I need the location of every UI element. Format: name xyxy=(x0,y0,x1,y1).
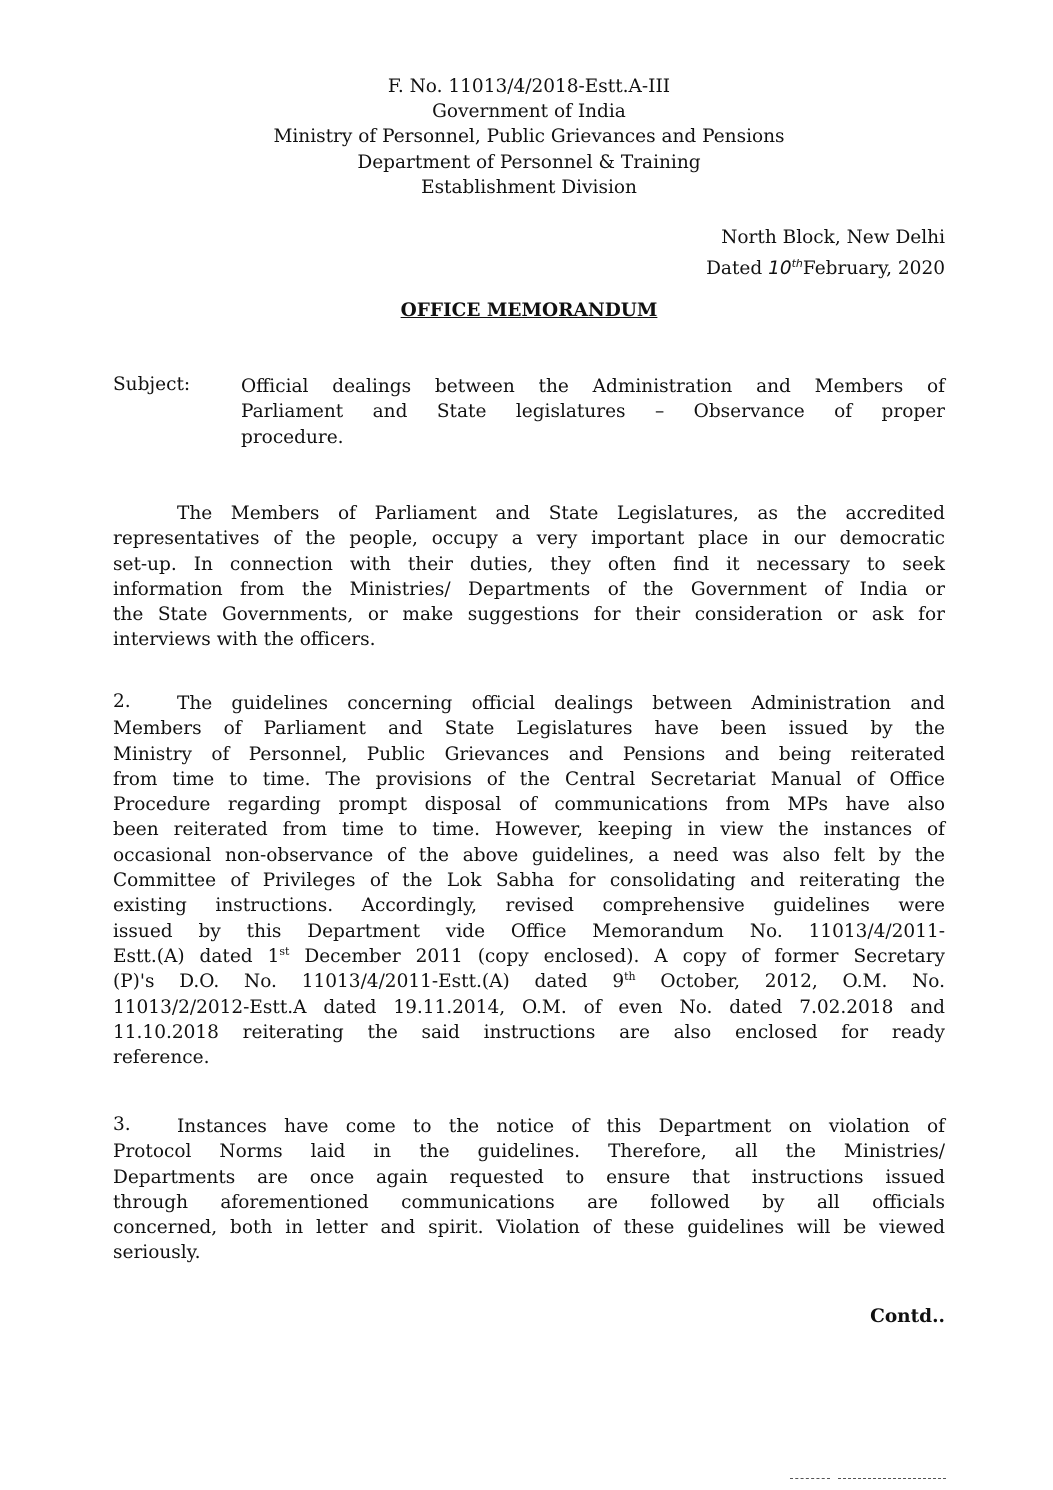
text-line xyxy=(113,995,945,1020)
superscript: st xyxy=(279,944,290,958)
text-line xyxy=(113,969,945,994)
document-header xyxy=(0,74,1053,200)
location: North Block, New Delhi xyxy=(721,227,945,248)
line-text: Procedure regarding prompt disposal of communications from MPs have also xyxy=(113,794,945,816)
text-line xyxy=(113,843,945,868)
date-suffix: th xyxy=(791,256,803,270)
text-line xyxy=(177,691,945,716)
paragraph-1 xyxy=(113,501,945,653)
memo-title: OFFICE MEMORANDUM xyxy=(400,300,658,321)
line-text: through aforementioned communications are followed by all officials xyxy=(113,1191,945,1213)
text-line xyxy=(113,919,945,944)
superscript: th xyxy=(624,970,636,984)
line-text: The guidelines concerning official dealings between Administration and xyxy=(177,693,945,714)
department-name: Department of Personnel & Training xyxy=(357,151,701,173)
text-line xyxy=(113,1139,945,1164)
text-line xyxy=(113,1190,945,1215)
text-line xyxy=(113,1020,945,1045)
division-name: Establishment Division xyxy=(421,176,637,198)
line-text: Protocol Norms laid in the guidelines. Therefore, all the Ministries/ xyxy=(113,1141,945,1163)
text-line xyxy=(241,425,945,450)
text-line xyxy=(177,1114,945,1139)
line-text: The Members of Parliament and State Legislatures, as the accredited xyxy=(177,503,945,524)
text-line xyxy=(113,552,945,577)
line-text: Ministry of Personnel, Public Grievances and Pensions and being reiterated xyxy=(113,743,945,765)
handwritten-day xyxy=(768,258,803,279)
line-text: October, 2012, O.M. No. xyxy=(635,971,945,993)
text-line xyxy=(113,792,945,817)
place-and-date xyxy=(706,225,945,281)
line-text: from time to time. The provisions of the Central Secretariat Manual of Office xyxy=(113,768,945,790)
text-line xyxy=(113,868,945,893)
text-line xyxy=(113,526,945,551)
text-line xyxy=(113,742,945,767)
subject-text xyxy=(241,374,945,450)
line-text: interviews with the officers. xyxy=(113,629,376,651)
line-text: representatives of the people, occupy a very important place in our democratic xyxy=(113,528,945,550)
text-line xyxy=(113,1240,945,1265)
line-text: the State Governments, or make suggestions for their consideration or ask for xyxy=(113,604,945,626)
paragraph-3 xyxy=(113,1114,945,1266)
line-text: reference. xyxy=(113,1047,210,1069)
paragraph-2-number: 2. xyxy=(113,691,131,712)
text-line xyxy=(113,716,945,741)
page-border-mark xyxy=(790,1478,830,1480)
line-text: issued by this Department vide Office Memorandum No. 11013/4/2011- xyxy=(113,920,945,942)
line-text: set-up. In connection with their duties, they often find it necessary to seek xyxy=(113,553,945,575)
text-line xyxy=(113,1045,945,1070)
text-line xyxy=(241,374,945,399)
line-text: occasional non-observance of the above guidelines, a need was also felt by the xyxy=(113,844,945,866)
text-line xyxy=(113,817,945,842)
line-text: seriously. xyxy=(113,1242,201,1264)
line-text: Departments are once again requested to ensure that instructions issued xyxy=(113,1166,945,1188)
date-rest: February, 2020 xyxy=(802,257,945,279)
text-line xyxy=(241,399,945,424)
text-line xyxy=(113,577,945,602)
line-text: been reiterated from time to time. However, keeping in view the instances of xyxy=(113,819,945,841)
line-text: Estt.(A) dated 1 xyxy=(113,945,280,967)
file-number: F. No. 11013/4/2018-Estt.A-III xyxy=(387,76,671,97)
line-text: (P)'s D.O. No. 11013/4/2011-Estt.(A) dated 9 xyxy=(113,971,625,993)
paragraph-3-number: 3. xyxy=(113,1114,131,1135)
dated-label: Dated xyxy=(706,257,763,279)
continued-marker: Contd.. xyxy=(870,1306,945,1327)
line-text: procedure. xyxy=(241,426,344,448)
line-text: December 2011 (copy enclosed). A copy of former Secretary xyxy=(289,945,946,967)
text-line xyxy=(113,767,945,792)
line-text: Instances have come to the notice of this Department on violation of xyxy=(177,1116,945,1137)
date-line xyxy=(706,251,945,282)
text-line xyxy=(113,1165,945,1190)
line-text: existing instructions. Accordingly, revised comprehensive guidelines were xyxy=(113,895,945,917)
page-border-mark xyxy=(838,1478,946,1480)
line-text: information from the Ministries/ Departments of the Government of India or xyxy=(113,578,945,600)
line-text: Parliament and State legislatures – Observance of proper xyxy=(241,401,945,423)
ministry-name: Ministry of Personnel, Public Grievances and Pensions xyxy=(273,126,785,148)
paragraph-2 xyxy=(113,691,945,1070)
government-name: Government of India xyxy=(432,101,626,123)
text-line xyxy=(113,893,945,918)
line-text: Official dealings between the Administration and Members of xyxy=(241,376,945,397)
line-text: concerned, both in letter and spirit. Violation of these guidelines will be viewed xyxy=(113,1217,945,1239)
date-day: 10 xyxy=(768,257,792,279)
line-text: Members of Parliament and State Legislatures have been issued by the xyxy=(113,718,945,740)
subject-label: Subject: xyxy=(113,374,191,395)
text-line xyxy=(113,627,945,652)
line-text: Committee of Privileges of the Lok Sabha for consolidating and reiterating the xyxy=(113,870,945,892)
text-line xyxy=(113,1215,945,1240)
text-line xyxy=(177,501,945,526)
text-line xyxy=(113,602,945,627)
line-text: 11.10.2018 reiterating the said instructions are also enclosed for ready xyxy=(113,1021,945,1043)
line-text: 11013/2/2012-Estt.A dated 19.11.2014, O.M. of even No. dated 7.02.2018 and xyxy=(113,996,945,1018)
text-line xyxy=(113,944,945,969)
